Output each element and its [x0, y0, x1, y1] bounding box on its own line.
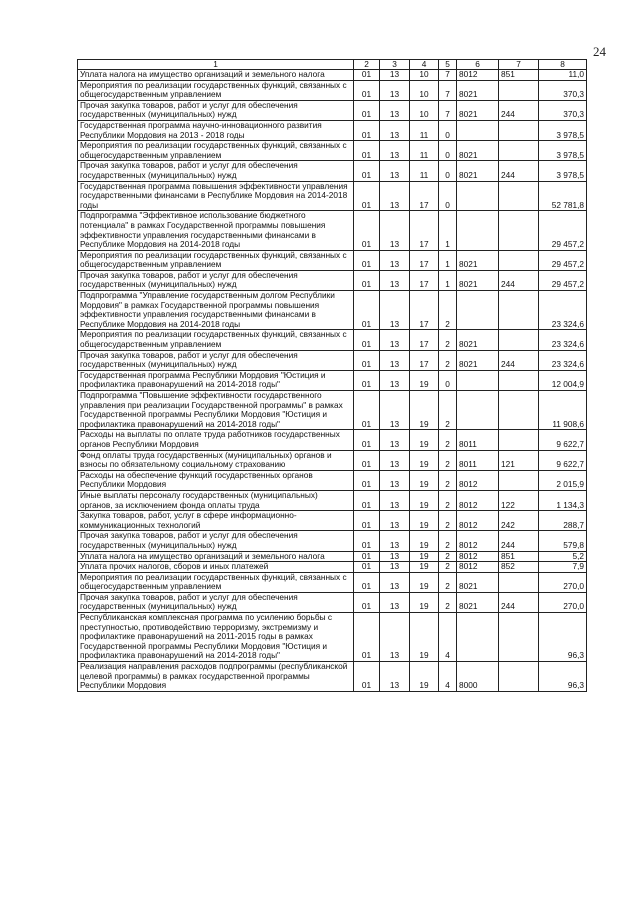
row-type-code: 244 — [499, 531, 539, 551]
row-subprogram-code: 0 — [439, 181, 457, 211]
row-subprogram-code: 0 — [439, 161, 457, 181]
row-subprogram-code: 2 — [439, 592, 457, 612]
row-expense-code: 8012 — [457, 470, 499, 490]
row-subsection-code: 13 — [380, 490, 410, 510]
table-row — [78, 511, 587, 531]
row-subsection-code: 13 — [380, 551, 410, 562]
header-cell: 4 — [410, 60, 439, 70]
table-row — [78, 370, 587, 390]
row-expense-code: 8021 — [457, 80, 499, 100]
row-subsection-code: 13 — [380, 100, 410, 120]
table-row — [78, 450, 587, 470]
row-program-code: 19 — [410, 572, 439, 592]
row-expense-code — [457, 370, 499, 390]
row-section-code: 01 — [354, 211, 380, 250]
row-subprogram-code: 2 — [439, 470, 457, 490]
row-subsection-code: 13 — [380, 350, 410, 370]
row-amount: 2 015,9 — [539, 470, 587, 490]
row-expense-code: 8011 — [457, 430, 499, 450]
row-amount: 1 134,3 — [539, 490, 587, 510]
row-type-code — [499, 391, 539, 430]
row-subprogram-code: 4 — [439, 613, 457, 662]
row-subprogram-code: 1 — [439, 270, 457, 290]
row-section-code: 01 — [354, 70, 380, 81]
row-description: Прочая закупка товаров, работ и услуг для обеспечения государственных (муниципальных) нужд — [78, 531, 354, 551]
row-amount: 23 324,6 — [539, 330, 587, 350]
row-description: Прочая закупка товаров, работ и услуг для обеспечения государственных (муниципальных) нужд — [78, 161, 354, 181]
row-type-code: 121 — [499, 450, 539, 470]
row-description: Подпрограмма "Эффективное использование бюджетного потенциала" в рамках Государственной программы повышения эффективности управления государственными финансами в Республике Мордовия на 2014-2018 годы — [78, 211, 354, 250]
table-row — [78, 250, 587, 270]
row-amount: 579,8 — [539, 531, 587, 551]
row-subsection-code: 13 — [380, 291, 410, 330]
row-description: Прочая закупка товаров, работ и услуг для обеспечения государственных (муниципальных) нужд — [78, 100, 354, 120]
row-subsection-code: 13 — [380, 80, 410, 100]
row-subsection-code: 13 — [380, 531, 410, 551]
row-section-code: 01 — [354, 100, 380, 120]
row-description: Подпрограмма "Управление государственным долгом Республики Мордовия" в рамках Государственной программы повышения эффективности управления государственными финансами в Республике Мордовия на 2014-2018 годы — [78, 291, 354, 330]
row-expense-code: 8012 — [457, 70, 499, 81]
row-section-code: 01 — [354, 430, 380, 450]
table-row — [78, 70, 587, 81]
row-section-code: 01 — [354, 330, 380, 350]
row-program-code: 10 — [410, 100, 439, 120]
row-expense-code: 8012 — [457, 562, 499, 573]
row-subprogram-code: 2 — [439, 291, 457, 330]
row-program-code: 19 — [410, 391, 439, 430]
row-section-code: 01 — [354, 551, 380, 562]
table-row — [78, 470, 587, 490]
row-description: Фонд оплаты труда государственных (муниципальных) органов и взносы по обязательному социальному страхованию — [78, 450, 354, 470]
row-type-code: 122 — [499, 490, 539, 510]
row-subprogram-code: 0 — [439, 141, 457, 161]
row-description: Уплата прочих налогов, сборов и иных платежей — [78, 562, 354, 573]
table-row — [78, 562, 587, 573]
row-type-code — [499, 662, 539, 692]
row-type-code: 244 — [499, 350, 539, 370]
row-program-code: 17 — [410, 350, 439, 370]
row-section-code: 01 — [354, 181, 380, 211]
row-program-code: 10 — [410, 80, 439, 100]
row-amount: 3 978,5 — [539, 141, 587, 161]
table-row — [78, 430, 587, 450]
header-cell: 2 — [354, 60, 380, 70]
row-section-code: 01 — [354, 490, 380, 510]
row-section-code: 01 — [354, 370, 380, 390]
row-subprogram-code: 1 — [439, 211, 457, 250]
header-cell: 6 — [457, 60, 499, 70]
row-program-code: 19 — [410, 662, 439, 692]
row-subprogram-code: 2 — [439, 531, 457, 551]
row-amount: 29 457,2 — [539, 211, 587, 250]
row-section-code: 01 — [354, 161, 380, 181]
row-program-code: 19 — [410, 562, 439, 573]
row-description: Мероприятия по реализации государственных функций, связанных с общегосударственным управлением — [78, 80, 354, 100]
row-subprogram-code: 7 — [439, 70, 457, 81]
row-type-code — [499, 181, 539, 211]
budget-table — [77, 59, 587, 692]
table-row — [78, 490, 587, 510]
row-subprogram-code: 7 — [439, 100, 457, 120]
row-subprogram-code: 2 — [439, 562, 457, 573]
table-body — [78, 70, 587, 692]
row-amount: 12 004,9 — [539, 370, 587, 390]
row-subsection-code: 13 — [380, 662, 410, 692]
row-subprogram-code: 2 — [439, 330, 457, 350]
row-type-code: 851 — [499, 70, 539, 81]
row-section-code: 01 — [354, 391, 380, 430]
row-type-code: 244 — [499, 270, 539, 290]
row-subprogram-code: 7 — [439, 80, 457, 100]
row-type-code — [499, 141, 539, 161]
row-type-code — [499, 250, 539, 270]
row-program-code: 19 — [410, 531, 439, 551]
row-subsection-code: 13 — [380, 211, 410, 250]
row-subprogram-code: 0 — [439, 370, 457, 390]
row-section-code: 01 — [354, 250, 380, 270]
row-program-code: 17 — [410, 270, 439, 290]
row-amount: 23 324,6 — [539, 350, 587, 370]
table-row — [78, 141, 587, 161]
table-header-row — [78, 60, 587, 70]
row-subprogram-code: 2 — [439, 430, 457, 450]
row-description: Расходы на выплаты по оплате труда работников государственных органов Республики Мордовия — [78, 430, 354, 450]
row-expense-code: 8021 — [457, 250, 499, 270]
row-expense-code: 8012 — [457, 490, 499, 510]
row-program-code: 19 — [410, 470, 439, 490]
row-expense-code: 8021 — [457, 572, 499, 592]
row-expense-code: 8021 — [457, 330, 499, 350]
row-description: Мероприятия по реализации государственных функций, связанных с общегосударственным управлением — [78, 250, 354, 270]
row-expense-code — [457, 291, 499, 330]
row-subsection-code: 13 — [380, 511, 410, 531]
row-expense-code: 8011 — [457, 450, 499, 470]
row-subsection-code: 13 — [380, 181, 410, 211]
row-program-code: 19 — [410, 551, 439, 562]
row-expense-code: 8000 — [457, 662, 499, 692]
row-description: Государственная программа повышения эффективности управления государственными финансами в Республике Мордовия на 2014-2018 годы — [78, 181, 354, 211]
row-program-code: 19 — [410, 613, 439, 662]
row-amount: 270,0 — [539, 572, 587, 592]
row-expense-code: 8021 — [457, 141, 499, 161]
row-type-code — [499, 80, 539, 100]
row-expense-code: 8021 — [457, 100, 499, 120]
row-subsection-code: 13 — [380, 270, 410, 290]
row-description: Прочая закупка товаров, работ и услуг для обеспечения государственных (муниципальных) нужд — [78, 592, 354, 612]
row-amount: 11,0 — [539, 70, 587, 81]
row-program-code: 19 — [410, 511, 439, 531]
row-subsection-code: 13 — [380, 370, 410, 390]
row-description: Закупка товаров, работ, услуг в сфере информационно-коммуникационных технологий — [78, 511, 354, 531]
row-program-code: 17 — [410, 211, 439, 250]
table-row — [78, 120, 587, 140]
table-row — [78, 330, 587, 350]
row-section-code: 01 — [354, 511, 380, 531]
row-description: Уплата налога на имущество организаций и земельного налога — [78, 70, 354, 81]
table-row — [78, 211, 587, 250]
row-section-code: 01 — [354, 572, 380, 592]
row-expense-code: 8012 — [457, 511, 499, 531]
table-row — [78, 80, 587, 100]
row-description: Государственная программа научно-инновационного развития Республики Мордовия на 2013 - 2018 годы — [78, 120, 354, 140]
row-program-code: 17 — [410, 181, 439, 211]
row-subsection-code: 13 — [380, 330, 410, 350]
row-type-code: 852 — [499, 562, 539, 573]
row-type-code — [499, 291, 539, 330]
row-subsection-code: 13 — [380, 592, 410, 612]
table-row — [78, 161, 587, 181]
row-subsection-code: 13 — [380, 450, 410, 470]
header-cell: 3 — [380, 60, 410, 70]
row-section-code: 01 — [354, 141, 380, 161]
row-expense-code: 8021 — [457, 161, 499, 181]
row-section-code: 01 — [354, 450, 380, 470]
row-expense-code — [457, 391, 499, 430]
row-subprogram-code: 2 — [439, 450, 457, 470]
row-subprogram-code: 2 — [439, 511, 457, 531]
row-type-code: 242 — [499, 511, 539, 531]
row-type-code: 851 — [499, 551, 539, 562]
row-amount: 9 622,7 — [539, 430, 587, 450]
row-subprogram-code: 1 — [439, 250, 457, 270]
row-subsection-code: 13 — [380, 562, 410, 573]
table-row — [78, 100, 587, 120]
row-section-code: 01 — [354, 562, 380, 573]
row-subsection-code: 13 — [380, 250, 410, 270]
row-type-code — [499, 330, 539, 350]
table-row — [78, 551, 587, 562]
row-description: Иные выплаты персоналу государственных (муниципальных) органов, за исключением фонда оплаты труда — [78, 490, 354, 510]
row-subsection-code: 13 — [380, 470, 410, 490]
row-description: Республиканская комплексная программа по усилению борьбы с преступностью, противодействию терроризму, экстремизму и профилактике правонарушений на 2011-2015 годы в рамках Государственной программы Республики Мордовия "Юстиция и профилактика правонарушений на 2014-2018 годы" — [78, 613, 354, 662]
row-amount: 52 781,8 — [539, 181, 587, 211]
row-subprogram-code: 0 — [439, 120, 457, 140]
row-description: Мероприятия по реализации государственных функций, связанных с общегосударственным управлением — [78, 141, 354, 161]
row-subprogram-code: 2 — [439, 572, 457, 592]
row-amount: 11 908,6 — [539, 391, 587, 430]
row-program-code: 17 — [410, 330, 439, 350]
row-section-code: 01 — [354, 350, 380, 370]
row-program-code: 11 — [410, 141, 439, 161]
row-program-code: 17 — [410, 250, 439, 270]
row-section-code: 01 — [354, 613, 380, 662]
row-type-code: 244 — [499, 100, 539, 120]
page-number: 24 — [593, 44, 606, 59]
row-section-code: 01 — [354, 470, 380, 490]
row-amount: 288,7 — [539, 511, 587, 531]
row-program-code: 10 — [410, 70, 439, 81]
row-section-code: 01 — [354, 592, 380, 612]
table-row — [78, 350, 587, 370]
row-program-code: 19 — [410, 490, 439, 510]
table-row — [78, 291, 587, 330]
header-cell: 1 — [78, 60, 354, 70]
row-amount: 3 978,5 — [539, 120, 587, 140]
row-program-code: 11 — [410, 120, 439, 140]
row-section-code: 01 — [354, 662, 380, 692]
row-expense-code — [457, 211, 499, 250]
row-expense-code — [457, 613, 499, 662]
row-description: Расходы на обеспечение функций государственных органов Республики Мордовия — [78, 470, 354, 490]
table-row — [78, 662, 587, 692]
row-program-code: 11 — [410, 161, 439, 181]
table-row — [78, 572, 587, 592]
row-amount: 29 457,2 — [539, 270, 587, 290]
row-subsection-code: 13 — [380, 120, 410, 140]
row-subsection-code: 13 — [380, 613, 410, 662]
row-expense-code: 8012 — [457, 551, 499, 562]
row-amount: 270,0 — [539, 592, 587, 612]
row-expense-code — [457, 181, 499, 211]
table-row — [78, 531, 587, 551]
row-subprogram-code: 4 — [439, 662, 457, 692]
row-section-code: 01 — [354, 120, 380, 140]
row-description: Мероприятия по реализации государственных функций, связанных с общегосударственным управлением — [78, 572, 354, 592]
row-section-code: 01 — [354, 291, 380, 330]
row-amount: 96,3 — [539, 613, 587, 662]
row-program-code: 19 — [410, 592, 439, 612]
table-row — [78, 391, 587, 430]
header-cell: 5 — [439, 60, 457, 70]
row-subprogram-code: 2 — [439, 350, 457, 370]
table-row — [78, 270, 587, 290]
row-section-code: 01 — [354, 270, 380, 290]
row-amount: 96,3 — [539, 662, 587, 692]
table-row — [78, 613, 587, 662]
row-section-code: 01 — [354, 531, 380, 551]
row-amount: 29 457,2 — [539, 250, 587, 270]
row-description: Подпрограмма "Повышение эффективности государственного управления при реализации Государственной программы" в рамках Государственной программы Республики Мордовия "Юстиция и профилактика правонарушений на 2014-2018 годы" — [78, 391, 354, 430]
row-subprogram-code: 2 — [439, 391, 457, 430]
row-section-code: 01 — [354, 80, 380, 100]
table-row — [78, 592, 587, 612]
row-amount: 9 622,7 — [539, 450, 587, 470]
row-expense-code — [457, 120, 499, 140]
table-row — [78, 181, 587, 211]
row-expense-code: 8021 — [457, 270, 499, 290]
header-cell: 8 — [539, 60, 587, 70]
row-amount: 5,2 — [539, 551, 587, 562]
row-description: Государственная программа Республики Мордовия "Юстиция и профилактика правонарушений на 2014-2018 годы" — [78, 370, 354, 390]
row-amount: 23 324,6 — [539, 291, 587, 330]
row-expense-code: 8012 — [457, 531, 499, 551]
row-amount: 370,3 — [539, 80, 587, 100]
row-subsection-code: 13 — [380, 430, 410, 450]
row-amount: 7,9 — [539, 562, 587, 573]
row-type-code: 244 — [499, 161, 539, 181]
row-subsection-code: 13 — [380, 391, 410, 430]
row-type-code — [499, 211, 539, 250]
row-subsection-code: 13 — [380, 70, 410, 81]
row-description: Реализация направления расходов подпрограммы (республиканской целевой программы) в рамках государственной программы Республики Мордовия — [78, 662, 354, 692]
row-program-code: 19 — [410, 430, 439, 450]
row-amount: 3 978,5 — [539, 161, 587, 181]
row-type-code — [499, 572, 539, 592]
row-subsection-code: 13 — [380, 141, 410, 161]
row-type-code — [499, 120, 539, 140]
row-expense-code: 8021 — [457, 350, 499, 370]
row-amount: 370,3 — [539, 100, 587, 120]
row-type-code — [499, 370, 539, 390]
row-type-code — [499, 470, 539, 490]
row-description: Прочая закупка товаров, работ и услуг для обеспечения государственных (муниципальных) нужд — [78, 350, 354, 370]
row-program-code: 19 — [410, 450, 439, 470]
row-program-code: 17 — [410, 291, 439, 330]
row-program-code: 19 — [410, 370, 439, 390]
row-subsection-code: 13 — [380, 161, 410, 181]
row-description: Прочая закупка товаров, работ и услуг для обеспечения государственных (муниципальных) нужд — [78, 270, 354, 290]
row-subprogram-code: 2 — [439, 551, 457, 562]
row-subsection-code: 13 — [380, 572, 410, 592]
row-expense-code: 8021 — [457, 592, 499, 612]
row-type-code: 244 — [499, 592, 539, 612]
row-type-code — [499, 613, 539, 662]
row-description: Уплата налога на имущество организаций и земельного налога — [78, 551, 354, 562]
row-type-code — [499, 430, 539, 450]
row-subprogram-code: 2 — [439, 490, 457, 510]
header-cell: 7 — [499, 60, 539, 70]
row-description: Мероприятия по реализации государственных функций, связанных с общегосударственным управлением — [78, 330, 354, 350]
